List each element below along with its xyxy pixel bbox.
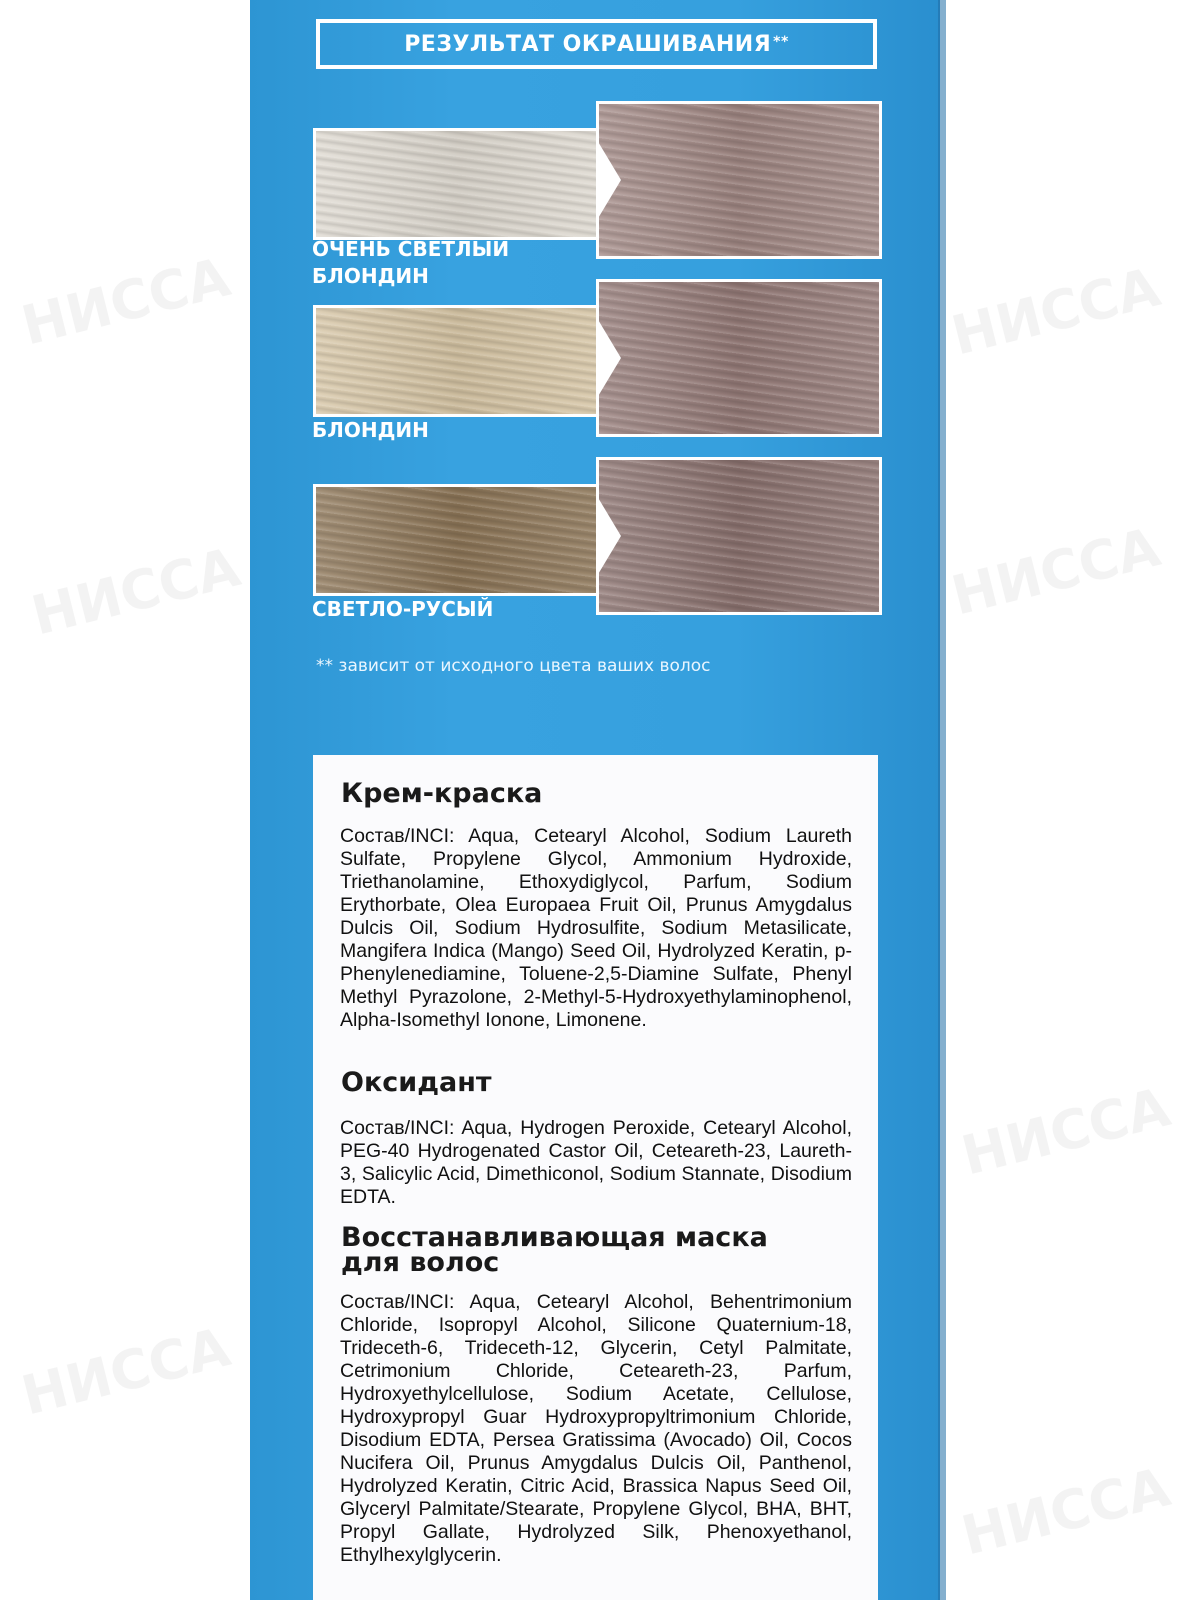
cream-heading: Крем-краска xyxy=(341,778,543,809)
watermark-text xyxy=(956,1455,1176,1567)
result-title: РЕЗУЛЬТАТ ОКРАШИВАНИЯ xyxy=(404,31,772,57)
shade-label-1-line1: ОЧЕНЬ СВЕТЛЫЙ xyxy=(312,237,510,261)
footnote xyxy=(316,656,711,676)
hair-before-swatch-2 xyxy=(313,305,603,417)
shade-label-3: СВЕТЛО-РУСЫЙ xyxy=(312,597,494,621)
arrow-icon xyxy=(597,318,621,398)
footnote-text: зависит от исходного цвета ваших волос xyxy=(338,656,711,676)
shade-label-2: БЛОНДИН xyxy=(312,418,429,442)
footnote-mark: ** xyxy=(316,656,333,676)
mask-heading-line2: для волос xyxy=(341,1247,500,1278)
oxidant-ingredients: Состав/INCI: Aqua, Hydrogen Peroxide, Cetearyl Alcohol, PEG-40 Hydrogenated Castor Oil, Ceteareth-23, Laureth-3, Salicylic Acid, Dimethiconol, Sodium Stannate, Disodium EDTA. xyxy=(340,1117,852,1208)
shade-label-1 xyxy=(312,236,509,290)
mask-ingredients: Состав/INCI: Aqua, Cetearyl Alcohol, Behentrimonium Chloride, Isopropyl Alcohol, Silicone Quaternium-18, Trideceth-6, Trideceth-12, Glycerin, Cetyl Palmitate, Cetrimonium Chloride, Ceteareth-23, Parfum, Hydroxyethylcellulose, Sodium Acetate, Cellulose, Hydroxypropyl Guar Hydroxypropyltrimonium Chloride, Disodium EDTA, Persea Gratissima (Avocado) Oil, Cocos Nucifera Oil, Prunus Amygdalus Dulcis Oil, Panthenol, Hydrolyzed Keratin, Citric Acid, Brassica Napus Seed Oil, Glyceryl Palmitate/Stearate, Propylene Glycol, BHA, BHT, Propyl Gallate, Hydrolyzed Silk, Phenoxyethanol, Ethylhexylglycerin. xyxy=(340,1291,852,1566)
result-title-box xyxy=(316,19,877,69)
ingredients-card xyxy=(313,755,878,1600)
hair-after-swatch-3 xyxy=(596,457,882,615)
watermark-text xyxy=(946,515,1166,627)
watermark-text xyxy=(956,1075,1176,1187)
arrow-icon xyxy=(597,496,621,576)
result-title-mark: ** xyxy=(773,34,789,50)
mask-heading xyxy=(341,1222,768,1278)
package-edge xyxy=(938,0,946,1600)
hair-after-swatch-1 xyxy=(596,101,882,259)
hair-before-swatch-1 xyxy=(313,128,603,240)
hair-after-swatch-2 xyxy=(596,279,882,437)
watermark-text xyxy=(16,245,236,357)
oxidant-heading: Оксидант xyxy=(341,1067,492,1098)
arrow-icon xyxy=(597,140,621,220)
hair-before-swatch-3 xyxy=(313,484,603,596)
cream-ingredients: Состав/INCI: Aqua, Cetearyl Alcohol, Sodium Laureth Sulfate, Propylene Glycol, Ammonium Hydroxide, Triethanolamine, Ethoxydiglycol, Parfum, Sodium Erythorbate, Olea Europaea Fruit Oil, Prunus Amygdalus Dulcis Oil, Sodium Hydrosulfite, Sodium Metasilicate, Mangifera Indica (Mango) Seed Oil, Hydrolyzed Keratin, p-Phenylenediamine, Toluene-2,5-Diamine Sulfate, Phenyl Methyl Pyrazolone, 2-Methyl-5-Hydroxyethylaminophenol, Alpha-Isomethyl Ionone, Limonene. xyxy=(340,825,852,1031)
shade-label-1-line2: БЛОНДИН xyxy=(312,264,429,288)
watermark-text xyxy=(946,255,1166,367)
watermark-text xyxy=(26,535,246,647)
watermark-text xyxy=(16,1315,236,1427)
mask-heading-line1: Восстанавливающая маска xyxy=(341,1222,768,1253)
